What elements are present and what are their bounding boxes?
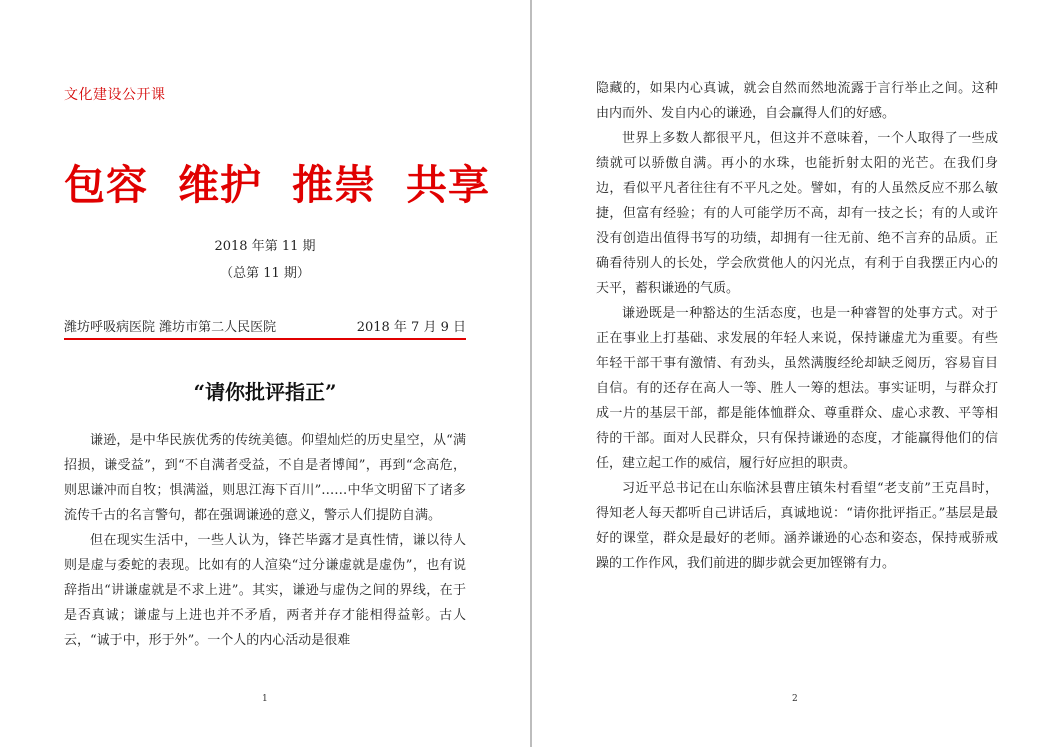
issue-total: （总第 11 期） xyxy=(220,266,310,281)
paragraph: 谦逊，是中华民族优秀的传统美德。仰望灿烂的历史星空，从“满招损，谦受益”，到“不自满者受益，不自是者博闻”，再到“念高危，则思谦冲而自牧；惧满溢，则思江海下百川”……中华文明留下了诸多流传千古的名言警句，都在强调谦逊的意义，警示人们提防自满。 xyxy=(64,433,466,523)
paragraph: 谦逊既是一种豁达的生活态度，也是一种睿智的处事方式。对于正在事业上打基础、求发展的年轻人来说，保持谦虚尤为重要。有些年轻干部干事有激情、有劲头，虽然满腹经纶却缺乏阅历，容易盲目自信。有的还存在高人一等、胜人一筹的想法。事实证明，与群众打成一片的基层干部，都是能体恤群众、尊重群众、虚心求教、平等相待的干部。面对人民群众，只有保持谦逊的态度，才能赢得他们的信任，建立起工作的威信，履行好应担的职责。 xyxy=(596,306,998,471)
main-title xyxy=(64,152,490,211)
red-divider xyxy=(64,338,466,340)
page-number: 2 xyxy=(792,694,798,704)
page-1 xyxy=(0,0,530,747)
publish-date: 2018 年 7 月 9 日 xyxy=(356,320,466,335)
org-name: 潍坊呼吸病医院 潍坊市第二人民医院 xyxy=(64,320,277,335)
page-number: 1 xyxy=(262,694,268,704)
org-date-line xyxy=(64,316,466,335)
paragraph-continuation: 隐藏的，如果内心真诚，就会自然而然地流露于言行举止之间。这种由内而外、发自内心的谦逊，自会赢得人们的好感。 xyxy=(596,81,998,121)
title-word: 维护 xyxy=(178,161,262,209)
series-label: 文化建设公开课 xyxy=(64,87,166,103)
issue-number: 2018 年第 11 期 xyxy=(214,239,316,254)
article-body-page2 xyxy=(596,76,998,576)
paragraph: 但在现实生活中，一些人认为，锋芒毕露才是真性情，谦以待人则是虚与委蛇的表现。比如有的人渲染“过分谦虚就是虚伪”，也有说辞指出“讲谦虚就是不求上进”。其实，谦逊与虚伪之间的界线，在于是否真诚；谦虚与上进也并不矛盾，两者并存才能相得益彰。古人云，“诚于中，形于外”。一个人的内心活动是很难 xyxy=(64,533,466,648)
article-body-page1 xyxy=(64,428,466,653)
paragraph: 世界上多数人都很平凡，但这并不意味着，一个人取得了一些成绩就可以骄傲自满。再小的水珠，也能折射太阳的光芒。在我们身边，看似平凡者往往有不平凡之处。譬如，有的人虽然反应不那么敏捷，但富有经验；有的人可能学历不高，却有一技之长；有的人或许没有创造出值得书写的功绩，却拥有一往无前、绝不言弃的品质。正确看待别人的长处，学会欣赏他人的闪光点，有利于自我摆正内心的天平，蓄积谦逊的气质。 xyxy=(596,131,998,296)
title-word: 推崇 xyxy=(292,161,376,209)
title-word: 共享 xyxy=(406,161,490,209)
paragraph: 习近平总书记在山东临沭县曹庄镇朱村看望“老支前”王克昌时，得知老人每天都听自己讲话后，真诚地说：“请你批评指正。”基层是最好的课堂，群众是最好的老师。涵养谦逊的心态和姿态，保持戒骄戒躁的工作作风，我们前进的脚步就会更加铿锵有力。 xyxy=(596,481,998,571)
article-title: “请你批评指正” xyxy=(193,380,337,404)
title-word: 包容 xyxy=(64,161,148,209)
